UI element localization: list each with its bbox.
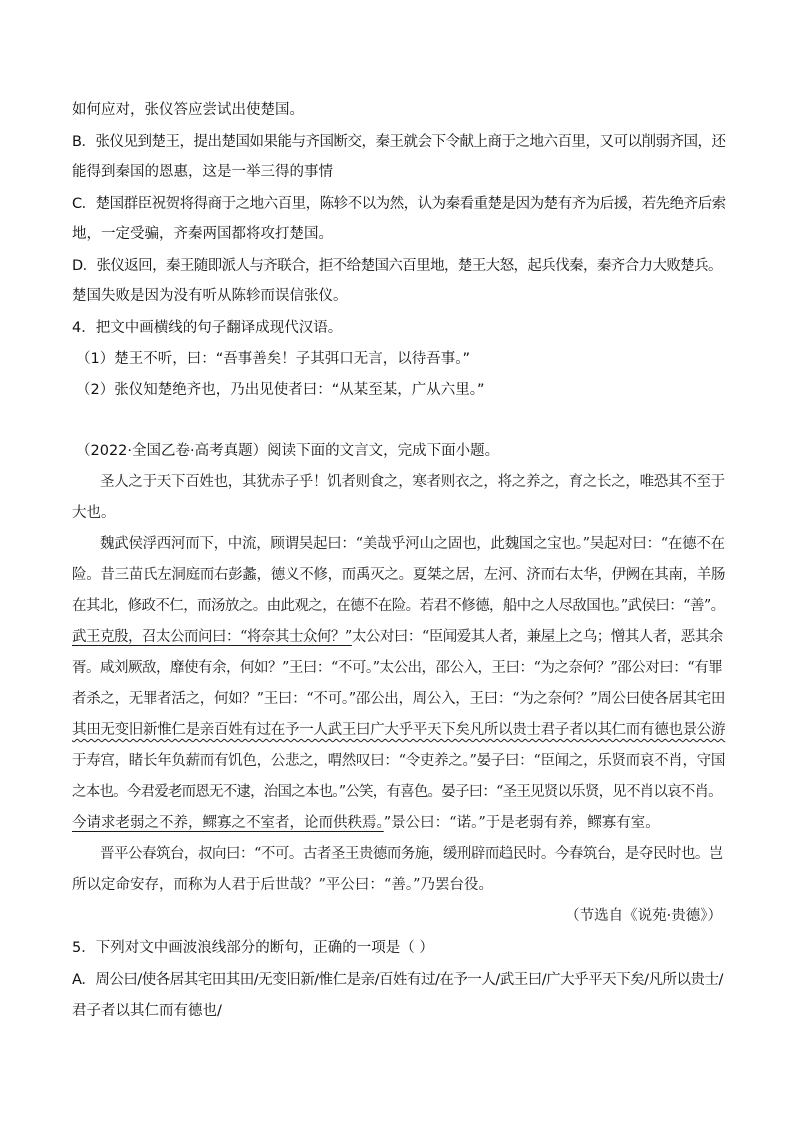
q4-stem: 4．把文中画横线的句子翻译成现代汉语。 <box>72 320 343 336</box>
passage-line: 圣人之于天下百姓也，其犹赤子乎！饥者则食之，寒者则衣之，将之养之，育之长之，唯恐其不至于 <box>100 474 725 490</box>
passage-text: 太公对曰：“臣闻爱其人者，兼屋上之乌；憎其人者，恶其余 <box>351 629 723 645</box>
q3-option-a-tail: 如何应对，张仪答应尝试出使楚国。 <box>72 102 304 118</box>
q4-item-2: （2）张仪知楚绝齐也，乃出见使者曰：“从某至某，广从六里。” <box>76 382 485 398</box>
passage-intro: （2022·全国乙卷·高考真题）阅读下面的文言文，完成下面小题。 <box>76 443 500 459</box>
wavy-underlined-segment: 其田无变旧新惟仁是亲百姓有过在予一人武王曰广大乎平天下矣凡所以贵士君子者以其仁而有德也景公游 <box>72 722 726 738</box>
passage-line: 于寿宫，睹长年负薪而有饥色，公悲之，喟然叹曰：“令吏养之。”晏子曰：“臣闻之，乐贤而哀不肖，守国 <box>72 753 726 769</box>
passage-line <box>72 627 723 647</box>
passage-line: 险。昔三苗氏左洞庭而右彭蠡，德义不修，而禹灭之。夏桀之居，左河、济而右太华，伊阙在其南，羊肠 <box>72 567 726 583</box>
passage-line-wavy <box>72 720 725 740</box>
passage-line: 之本也。今君爱老而恩无不逮，治国之本也。”公笑，有喜色。晏子曰：“圣王见贤以乐贤，见不肖以哀不肖。 <box>72 784 722 800</box>
q3-option-c-line2: 地，一定受骗，齐秦两国都将攻打楚国。 <box>72 226 333 242</box>
passage-text: ”景公曰：“诺。”于是老弱有养，鳏寡有室。 <box>383 815 660 831</box>
passage-line <box>72 813 660 833</box>
q4-item-1: （1）楚王不听，曰：“吾事善矣！子其弭口无言，以待吾事。” <box>76 351 470 367</box>
q3-option-d-line1: D．张仪返回，秦王随即派人与齐联合，拒不给楚国六百里地，楚王大怒，起兵伐秦，秦齐合力大败楚兵。 <box>72 258 722 274</box>
q5-option-a-line2: 君子者以其仁而有德也/ <box>72 1003 222 1019</box>
passage-line: 大也。 <box>72 505 116 521</box>
q3-option-b-line1: B．张仪见到楚王，提出楚国如果能与齐国断交，秦王就会下令献上商于之地六百里，又可以削弱齐国，还 <box>72 134 726 150</box>
q5-stem: 5．下列对文中画波浪线部分的断句，正确的一项是（ ） <box>72 940 434 956</box>
passage-line: 晋平公春筑台，叔向曰：“不可。古者圣王贵德而务施，缓刑辟而趋民时。今春筑台，是夺民时也。岂 <box>100 846 723 862</box>
passage-source: （节选自《说苑·贵德》） <box>565 908 722 924</box>
passage-line: 所以定命安存，而称为人君于后世哉？”平公曰：“善。”乃罢台役。 <box>72 877 493 893</box>
q3-option-b-line2: 能得到秦国的恩惠，这是一举三得的事情 <box>72 164 333 180</box>
q3-option-d-line2: 楚国失败是因为没有听从陈轸而误信张仪。 <box>72 288 348 304</box>
underlined-sentence-2: 今请求老弱之不养，鳏寡之不室者，论而供秩焉。 <box>72 815 384 831</box>
passage-line: 胥。咸刘厥敌，靡使有余，何如？”王曰：“不可。”太公出，邵公入，王曰：“为之奈何？”邵公对曰：“有罪 <box>72 660 723 676</box>
underlined-sentence-1: 武王克殷，召太公而问曰：“将奈其士众何？” <box>72 629 352 645</box>
q3-option-c-line1: C．楚国群臣祝贺将得商于之地六百里，陈轸不以为然，认为秦看重楚是因为楚有齐为后援，若先绝齐后索 <box>72 196 726 212</box>
passage-line: 者杀之，无罪者活之，何如？”王曰：“不可。”邵公出，周公入，王曰：“为之奈何？”周公曰使各居其宅田 <box>72 691 726 707</box>
passage-line: 魏武侯浮西河而下，中流，顾谓吴起曰：“美哉乎河山之固也，此魏国之宝也。”吴起对曰：“在德不在 <box>100 536 725 552</box>
q5-option-a-line1: A．周公曰/使各居其宅田其田/无变旧新/惟仁是亲/百姓有过/在予一人/武王曰/广大乎平天下矣/凡所以贵士/ <box>72 972 723 988</box>
passage-line: 在其北，修政不仁，而汤放之。由此观之，在德不在险。若君不修德，船中之人尽敌国也。”武侯曰：“善”。 <box>72 598 725 614</box>
